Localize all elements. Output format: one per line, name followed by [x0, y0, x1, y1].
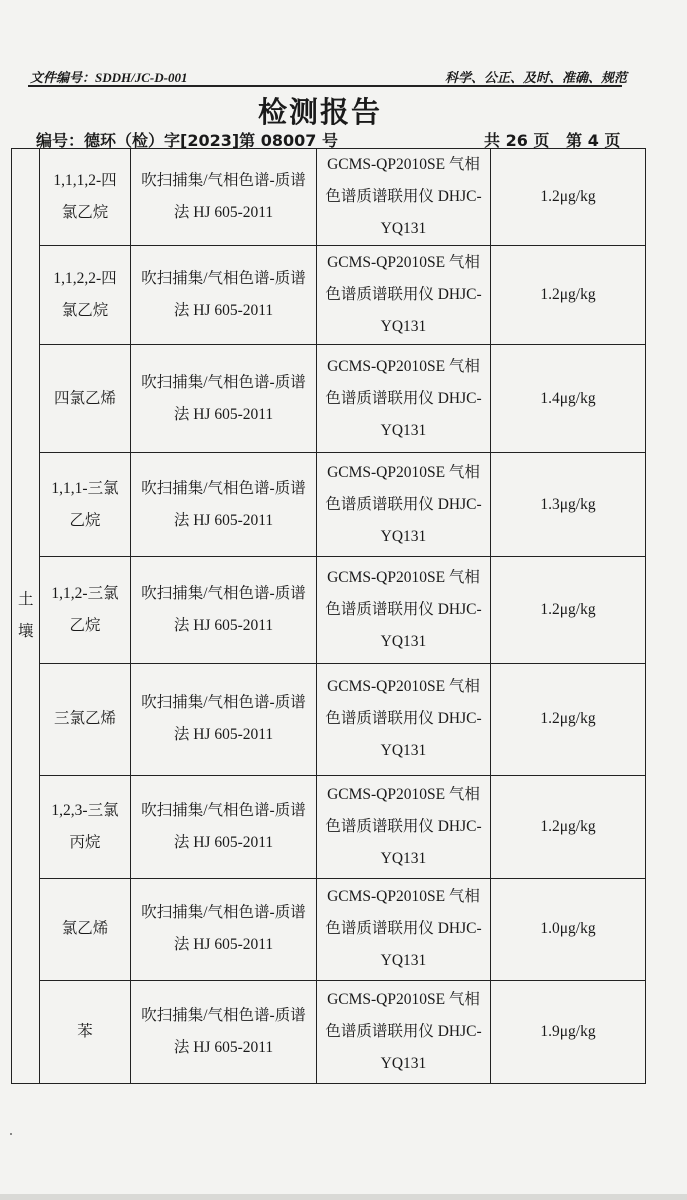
matrix-char: 土 [18, 591, 34, 608]
method-cell: 吹扫捕集/气相色谱-质谱法 HJ 605-2011 [131, 775, 317, 878]
item-cell: 氯乙烯 [40, 878, 131, 980]
table-row [12, 453, 646, 557]
method-cell: 吹扫捕集/气相色谱-质谱法 HJ 605-2011 [131, 557, 317, 663]
table-row [12, 775, 646, 878]
table-row [12, 149, 646, 246]
method-cell: 吹扫捕集/气相色谱-质谱法 HJ 605-2011 [131, 980, 317, 1083]
instrument-cell: GCMS-QP2010SE 气相色谱质谱联用仪 DHJC-YQ131 [317, 149, 491, 246]
limit-cell: 1.2μg/kg [491, 149, 646, 246]
instrument-cell: GCMS-QP2010SE 气相色谱质谱联用仪 DHJC-YQ131 [317, 453, 491, 557]
item-cell: 1,1,1,2-四氯乙烷 [40, 149, 131, 246]
limit-cell: 1.0μg/kg [491, 878, 646, 980]
item-cell: 四氯乙烯 [40, 345, 131, 453]
motto: 科学、公正、及时、准确、规范 [444, 70, 627, 85]
table-row [12, 980, 646, 1083]
method-cell: 吹扫捕集/气相色谱-质谱法 HJ 605-2011 [131, 345, 317, 453]
limit-cell: 1.2μg/kg [491, 557, 646, 663]
item-cell: 三氯乙烯 [40, 663, 131, 775]
scan-speck [10, 1133, 12, 1135]
instrument-cell: GCMS-QP2010SE 气相色谱质谱联用仪 DHJC-YQ131 [317, 878, 491, 980]
table-row [12, 878, 646, 980]
report-number: 编号：德环（检）字[2023]第 08007 号 [36, 131, 338, 150]
instrument-cell: GCMS-QP2010SE 气相色谱质谱联用仪 DHJC-YQ131 [317, 663, 491, 775]
table-row [12, 663, 646, 775]
bottom-edge [0, 1194, 687, 1200]
item-cell: 1,1,2,2-四氯乙烷 [40, 246, 131, 345]
limit-cell: 1.4μg/kg [491, 345, 646, 453]
item-cell: 1,1,2-三氯乙烷 [40, 557, 131, 663]
page-info: 共 26 页 第 4 页 [484, 131, 621, 150]
limit-cell: 1.2μg/kg [491, 663, 646, 775]
table-row [12, 345, 646, 453]
instrument-cell: GCMS-QP2010SE 气相色谱质谱联用仪 DHJC-YQ131 [317, 557, 491, 663]
doc-number: 文件编号：SDDH/JC-D-001 [30, 70, 188, 85]
instrument-cell: GCMS-QP2010SE 气相色谱质谱联用仪 DHJC-YQ131 [317, 246, 491, 345]
limit-cell: 1.2μg/kg [491, 246, 646, 345]
method-cell: 吹扫捕集/气相色谱-质谱法 HJ 605-2011 [131, 453, 317, 557]
method-cell: 吹扫捕集/气相色谱-质谱法 HJ 605-2011 [131, 663, 317, 775]
table-row [12, 246, 646, 345]
page-title: 检测报告 [257, 95, 382, 129]
limit-cell: 1.3μg/kg [491, 453, 646, 557]
instrument-cell: GCMS-QP2010SE 气相色谱质谱联用仪 DHJC-YQ131 [317, 345, 491, 453]
limit-cell: 1.2μg/kg [491, 775, 646, 878]
method-cell: 吹扫捕集/气相色谱-质谱法 HJ 605-2011 [131, 246, 317, 345]
limit-cell: 1.9μg/kg [491, 980, 646, 1083]
matrix-cell [12, 149, 40, 1084]
method-cell: 吹扫捕集/气相色谱-质谱法 HJ 605-2011 [131, 878, 317, 980]
matrix-char: 壤 [18, 623, 34, 640]
instrument-cell: GCMS-QP2010SE 气相色谱质谱联用仪 DHJC-YQ131 [317, 775, 491, 878]
item-cell: 苯 [40, 980, 131, 1083]
header-divider [28, 85, 622, 87]
method-cell: 吹扫捕集/气相色谱-质谱法 HJ 605-2011 [131, 149, 317, 246]
table-row [12, 557, 646, 663]
instrument-cell: GCMS-QP2010SE 气相色谱质谱联用仪 DHJC-YQ131 [317, 980, 491, 1083]
results-table [11, 148, 646, 1084]
item-cell: 1,2,3-三氯丙烷 [40, 775, 131, 878]
item-cell: 1,1,1-三氯乙烷 [40, 453, 131, 557]
